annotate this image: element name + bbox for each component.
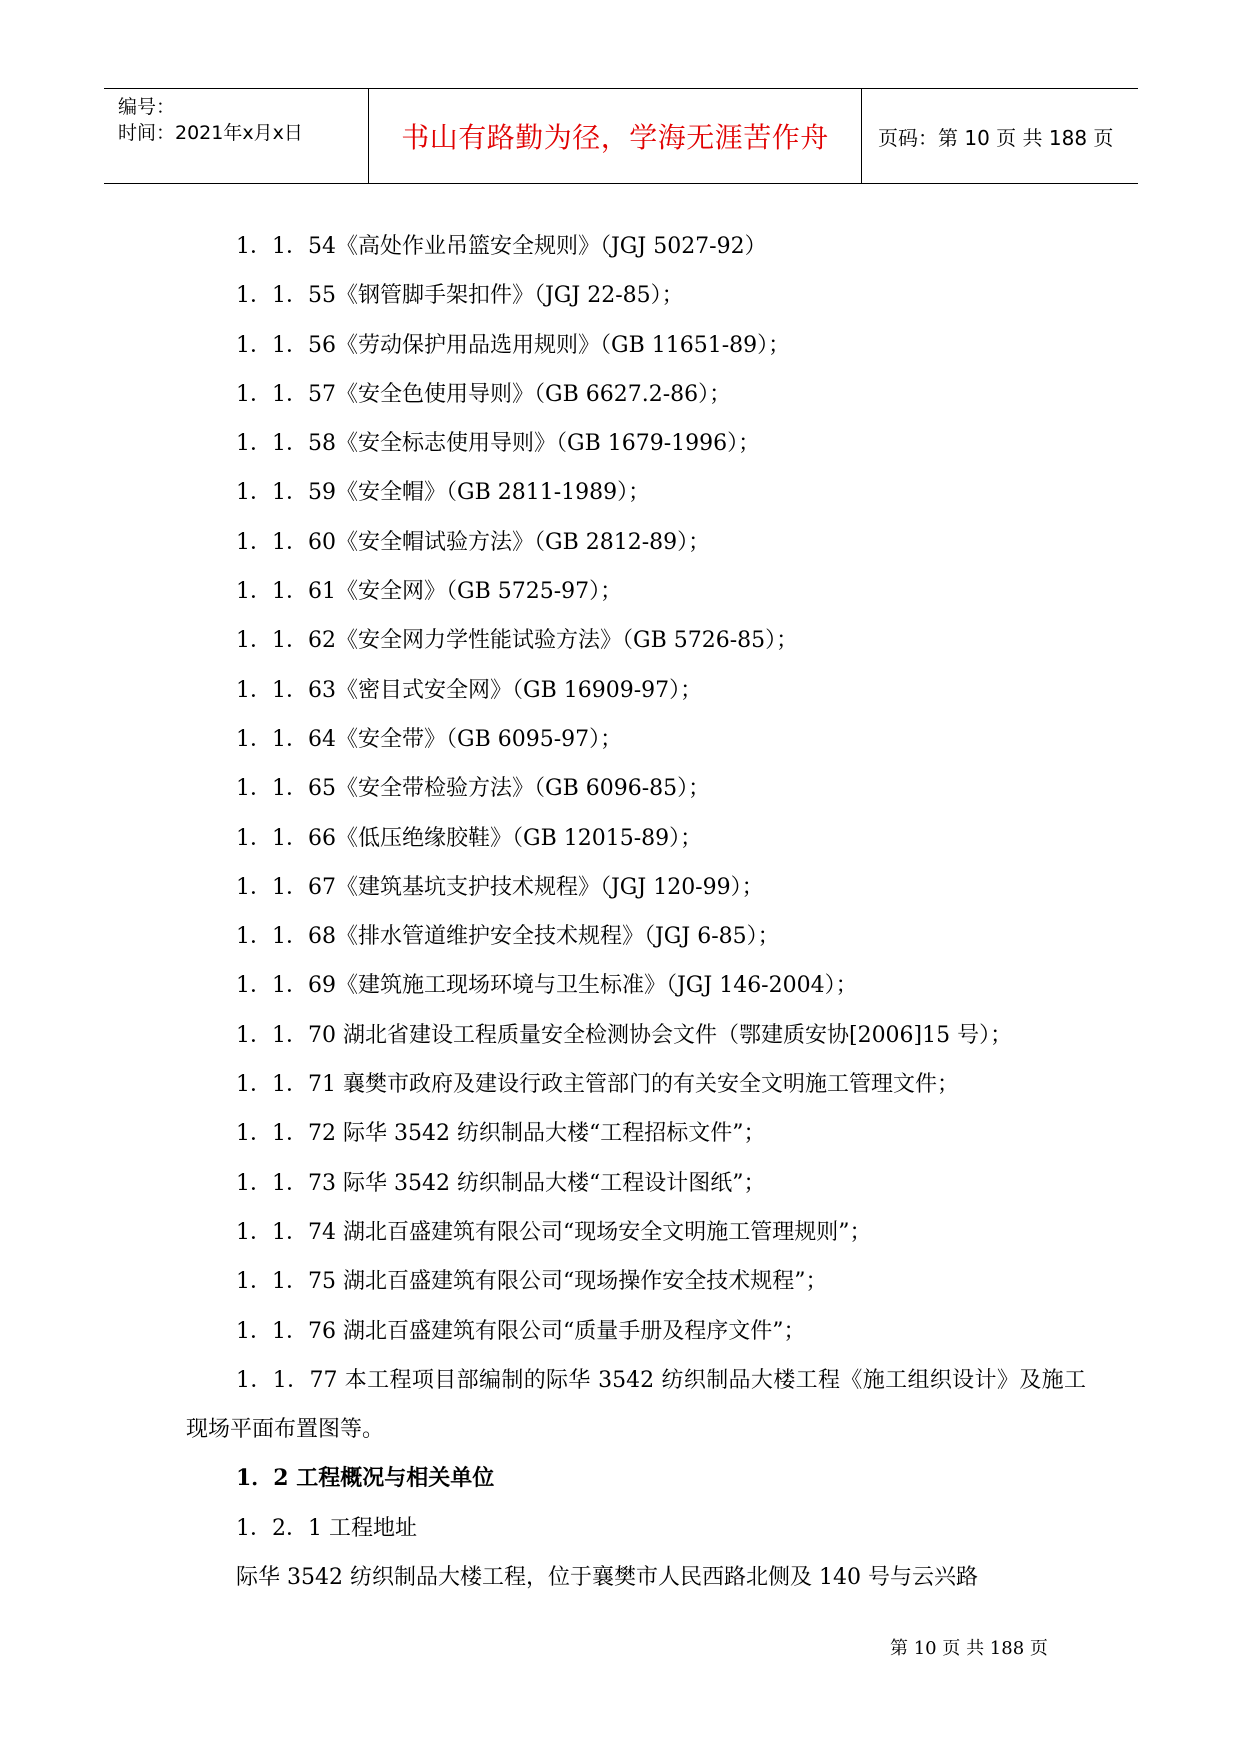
list-item: 1．1．54《高处作业吊篮安全规则》（JGJ 5027-92） xyxy=(236,234,767,259)
list-item: 1．1．73 际华 3542 纺织制品大楼“工程设计图纸”； xyxy=(236,1170,766,1196)
list-item: 1．1．72 际华 3542 纺织制品大楼“工程招标文件”； xyxy=(236,1121,766,1147)
list-item: 1．1．65《安全带检验方法》（GB 6096-85）； xyxy=(236,776,711,802)
subsection-heading: 1．2．1 工程地址 xyxy=(236,1515,417,1541)
page-header xyxy=(104,88,1138,184)
list-item: 1．1．75 湖北百盛建筑有限公司“现场操作安全技术规程”； xyxy=(236,1269,828,1295)
list-item: 1．1．59《安全帽》（GB 2811-1989）； xyxy=(236,480,651,506)
list-item: 1．1．71 襄樊市政府及建设行政主管部门的有关安全文明施工管理文件； xyxy=(236,1072,959,1098)
list-item: 1．1．68《排水管道维护安全技术规程》（JGJ 6-85）； xyxy=(236,924,780,950)
list-item: 1．1．60《安全帽试验方法》（GB 2812-89）； xyxy=(236,529,711,555)
header-slogan: 书山有路勤为径，学海无涯苦作舟 xyxy=(369,89,862,183)
document-time-label: 时间：2021年x月x日 xyxy=(118,122,303,144)
page-footer: 第 10 页 共 188 页 xyxy=(890,1638,1048,1659)
list-item: 1．1．66《低压绝缘胶鞋》（GB 12015-89）； xyxy=(236,825,703,851)
list-item: 1．1．74 湖北百盛建筑有限公司“现场安全文明施工管理规则”； xyxy=(236,1219,872,1245)
header-page-indicator: 页码：第 10 页 共 188 页 xyxy=(878,125,1114,150)
document-body xyxy=(186,222,1086,1602)
list-item: 1．1．57《安全色使用导则》（GB 6627.2-86）； xyxy=(236,381,732,407)
list-item: 1．1．69《建筑施工现场环境与卫生标准》（JGJ 146-2004）； xyxy=(236,973,858,999)
list-item-77: 1．1．77 本工程项目部编制的际华 3542 纺织制品大楼工程《施工组织设计》及施工现场平面布置图等。 xyxy=(186,1367,1086,1443)
list-item: 1．1．63《密目式安全网》（GB 16909-97）； xyxy=(236,677,703,703)
list-item: 1．1．70 湖北省建设工程质量安全检测协会文件（鄂建质安协[2006]15 号）； xyxy=(236,1022,1013,1048)
document-number-label: 编号： xyxy=(118,96,176,118)
body-paragraph: 际华 3542 纺织制品大楼工程，位于襄樊市人民西路北侧及 140 号与云兴路 xyxy=(236,1565,978,1591)
list-item: 1．1．76 湖北百盛建筑有限公司“质量手册及程序文件”； xyxy=(236,1318,806,1344)
list-item: 1．1．64《安全带》（GB 6095-97）； xyxy=(236,726,623,752)
header-meta xyxy=(104,89,369,183)
list-item: 1．1．67《建筑基坑支护技术规程》（JGJ 120-99）； xyxy=(236,874,764,900)
list-item: 1．1．62《安全网力学性能试验方法》（GB 5726-85）； xyxy=(236,628,799,654)
list-item: 1．1．56《劳动保护用品选用规则》（GB 11651-89）； xyxy=(236,332,791,358)
section-heading: 1．2 工程概况与相关单位 xyxy=(236,1465,495,1492)
list-item: 1．1．58《安全标志使用导则》（GB 1679-1996）； xyxy=(236,431,761,457)
list-item: 1．1．61《安全网》（GB 5725-97）； xyxy=(236,579,623,605)
list-item: 1．1．55《钢管脚手架扣件》（JGJ 22-85）； xyxy=(236,283,684,309)
